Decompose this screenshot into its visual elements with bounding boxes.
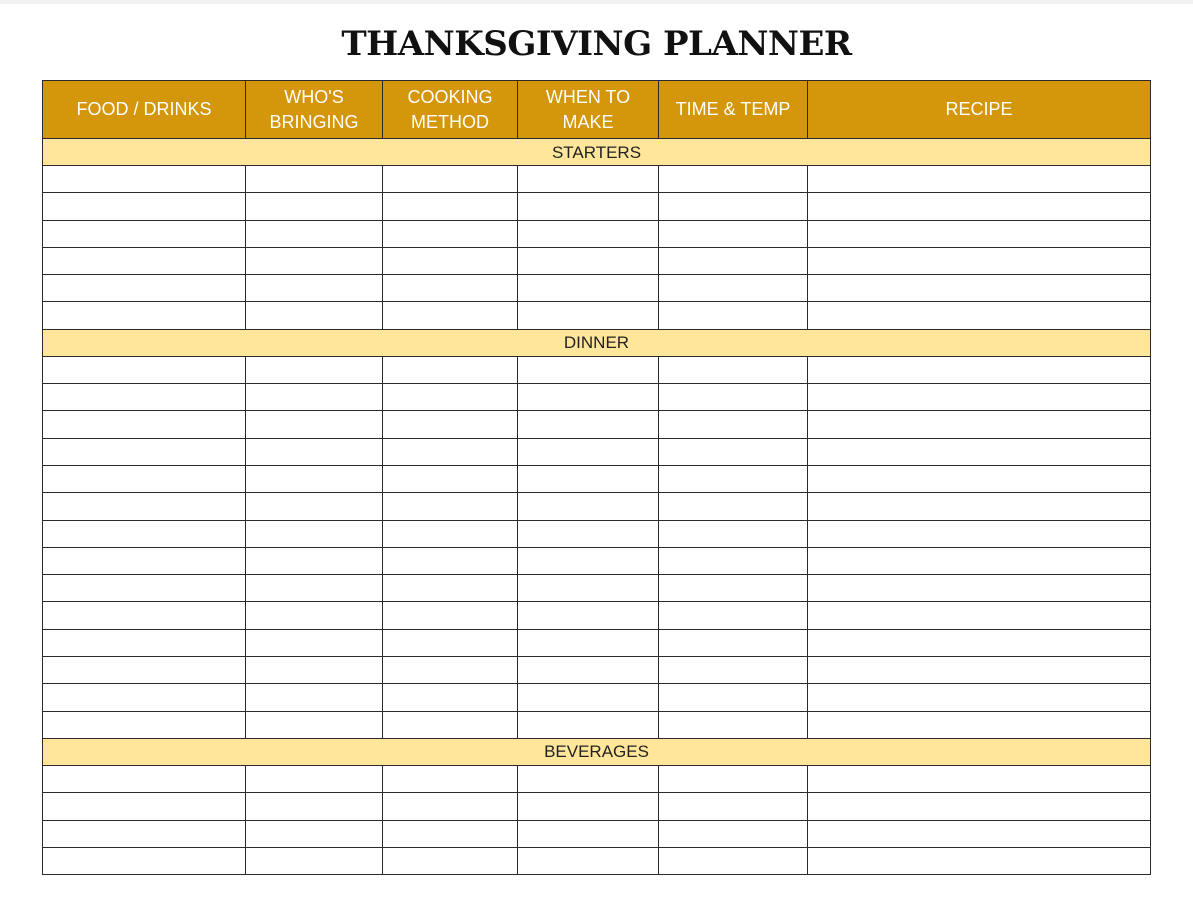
cell-when-to-make[interactable] [518, 820, 659, 847]
cell-time-temp[interactable] [659, 602, 808, 629]
cell-time-temp[interactable] [659, 220, 808, 247]
planner-body [43, 139, 1151, 875]
cell-food-drinks[interactable] [43, 356, 246, 383]
cell-recipe[interactable] [808, 602, 1151, 629]
cell-whos-bringing[interactable] [246, 302, 383, 329]
cell-food-drinks[interactable] [43, 465, 246, 492]
cell-recipe[interactable] [808, 684, 1151, 711]
cell-time-temp[interactable] [659, 493, 808, 520]
section-row-starters [43, 139, 1151, 166]
cell-cooking-method[interactable] [383, 765, 518, 792]
section-label: DINNER [43, 329, 1151, 356]
cell-recipe[interactable] [808, 711, 1151, 738]
cell-cooking-method[interactable] [383, 820, 518, 847]
cell-recipe[interactable] [808, 520, 1151, 547]
cell-whos-bringing[interactable] [246, 465, 383, 492]
cell-food-drinks[interactable] [43, 220, 246, 247]
cell-time-temp[interactable] [659, 575, 808, 602]
cell-recipe[interactable] [808, 465, 1151, 492]
table-row [43, 465, 1151, 492]
top-edge-bar [0, 0, 1193, 4]
cell-recipe[interactable] [808, 220, 1151, 247]
cell-whos-bringing[interactable] [246, 629, 383, 656]
cell-cooking-method[interactable] [383, 247, 518, 274]
cell-whos-bringing[interactable] [246, 166, 383, 193]
cell-food-drinks[interactable] [43, 765, 246, 792]
section-row-dinner [43, 329, 1151, 356]
cell-time-temp[interactable] [659, 711, 808, 738]
cell-whos-bringing[interactable] [246, 356, 383, 383]
cell-whos-bringing[interactable] [246, 438, 383, 465]
cell-when-to-make[interactable] [518, 465, 659, 492]
cell-food-drinks[interactable] [43, 166, 246, 193]
cell-cooking-method[interactable] [383, 193, 518, 220]
cell-recipe[interactable] [808, 438, 1151, 465]
cell-whos-bringing[interactable] [246, 220, 383, 247]
cell-when-to-make[interactable] [518, 247, 659, 274]
cell-whos-bringing[interactable] [246, 684, 383, 711]
table-row [43, 629, 1151, 656]
cell-food-drinks[interactable] [43, 247, 246, 274]
table-row [43, 602, 1151, 629]
cell-recipe[interactable] [808, 493, 1151, 520]
cell-recipe[interactable] [808, 793, 1151, 820]
cell-recipe[interactable] [808, 547, 1151, 574]
table-row [43, 166, 1151, 193]
cell-whos-bringing[interactable] [246, 847, 383, 874]
table-row [43, 220, 1151, 247]
cell-recipe[interactable] [808, 847, 1151, 874]
cell-time-temp[interactable] [659, 820, 808, 847]
table-row [43, 684, 1151, 711]
cell-time-temp[interactable] [659, 684, 808, 711]
cell-when-to-make[interactable] [518, 166, 659, 193]
cell-recipe[interactable] [808, 302, 1151, 329]
cell-food-drinks[interactable] [43, 602, 246, 629]
table-row [43, 438, 1151, 465]
cell-recipe[interactable] [808, 384, 1151, 411]
cell-food-drinks[interactable] [43, 493, 246, 520]
cell-when-to-make[interactable] [518, 847, 659, 874]
column-header-when-to-make: WHEN TO MAKE [518, 81, 659, 139]
table-row [43, 493, 1151, 520]
cell-cooking-method[interactable] [383, 657, 518, 684]
cell-recipe[interactable] [808, 629, 1151, 656]
table-row [43, 302, 1151, 329]
cell-whos-bringing[interactable] [246, 193, 383, 220]
cell-recipe[interactable] [808, 820, 1151, 847]
section-row-beverages [43, 738, 1151, 765]
cell-when-to-make[interactable] [518, 220, 659, 247]
cell-food-drinks[interactable] [43, 438, 246, 465]
cell-whos-bringing[interactable] [246, 384, 383, 411]
cell-time-temp[interactable] [659, 629, 808, 656]
page-title: THANKSGIVING PLANNER [341, 24, 852, 64]
cell-cooking-method[interactable] [383, 302, 518, 329]
cell-cooking-method[interactable] [383, 356, 518, 383]
cell-food-drinks[interactable] [43, 384, 246, 411]
cell-recipe[interactable] [808, 657, 1151, 684]
cell-food-drinks[interactable] [43, 629, 246, 656]
cell-food-drinks[interactable] [43, 793, 246, 820]
cell-cooking-method[interactable] [383, 520, 518, 547]
column-header-cooking-method: COOKING METHOD [383, 81, 518, 139]
cell-time-temp[interactable] [659, 275, 808, 302]
table-row [43, 275, 1151, 302]
column-header-recipe: RECIPE [808, 81, 1151, 139]
cell-time-temp[interactable] [659, 765, 808, 792]
cell-recipe[interactable] [808, 275, 1151, 302]
cell-whos-bringing[interactable] [246, 247, 383, 274]
table-row [43, 711, 1151, 738]
cell-time-temp[interactable] [659, 166, 808, 193]
cell-recipe[interactable] [808, 575, 1151, 602]
table-row [43, 411, 1151, 438]
cell-when-to-make[interactable] [518, 438, 659, 465]
cell-cooking-method[interactable] [383, 711, 518, 738]
table-row [43, 820, 1151, 847]
cell-when-to-make[interactable] [518, 602, 659, 629]
table-row [43, 765, 1151, 792]
header-row [43, 81, 1151, 139]
cell-when-to-make[interactable] [518, 411, 659, 438]
table-row [43, 657, 1151, 684]
table-row [43, 384, 1151, 411]
cell-when-to-make[interactable] [518, 793, 659, 820]
cell-time-temp[interactable] [659, 520, 808, 547]
cell-whos-bringing[interactable] [246, 820, 383, 847]
cell-when-to-make[interactable] [518, 765, 659, 792]
column-header-food-drinks: FOOD / DRINKS [43, 81, 246, 139]
cell-when-to-make[interactable] [518, 356, 659, 383]
table-row [43, 547, 1151, 574]
cell-time-temp[interactable] [659, 547, 808, 574]
cell-food-drinks[interactable] [43, 711, 246, 738]
cell-food-drinks[interactable] [43, 520, 246, 547]
cell-whos-bringing[interactable] [246, 657, 383, 684]
cell-time-temp[interactable] [659, 384, 808, 411]
table-row [43, 193, 1151, 220]
cell-food-drinks[interactable] [43, 657, 246, 684]
cell-when-to-make[interactable] [518, 493, 659, 520]
cell-recipe[interactable] [808, 166, 1151, 193]
cell-cooking-method[interactable] [383, 847, 518, 874]
cell-food-drinks[interactable] [43, 302, 246, 329]
cell-time-temp[interactable] [659, 247, 808, 274]
table-row [43, 847, 1151, 874]
cell-time-temp[interactable] [659, 302, 808, 329]
cell-when-to-make[interactable] [518, 657, 659, 684]
cell-time-temp[interactable] [659, 193, 808, 220]
cell-whos-bringing[interactable] [246, 575, 383, 602]
cell-when-to-make[interactable] [518, 684, 659, 711]
cell-when-to-make[interactable] [518, 547, 659, 574]
cell-cooking-method[interactable] [383, 384, 518, 411]
cell-time-temp[interactable] [659, 438, 808, 465]
cell-cooking-method[interactable] [383, 684, 518, 711]
cell-cooking-method[interactable] [383, 220, 518, 247]
table-row [43, 575, 1151, 602]
cell-time-temp[interactable] [659, 657, 808, 684]
planner-table [42, 80, 1151, 875]
cell-when-to-make[interactable] [518, 302, 659, 329]
cell-recipe[interactable] [808, 247, 1151, 274]
cell-cooking-method[interactable] [383, 438, 518, 465]
cell-food-drinks[interactable] [43, 275, 246, 302]
cell-when-to-make[interactable] [518, 193, 659, 220]
cell-when-to-make[interactable] [518, 520, 659, 547]
cell-cooking-method[interactable] [383, 629, 518, 656]
cell-when-to-make[interactable] [518, 711, 659, 738]
cell-whos-bringing[interactable] [246, 602, 383, 629]
table-row [43, 520, 1151, 547]
cell-time-temp[interactable] [659, 465, 808, 492]
cell-food-drinks[interactable] [43, 547, 246, 574]
cell-cooking-method[interactable] [383, 411, 518, 438]
cell-food-drinks[interactable] [43, 847, 246, 874]
cell-food-drinks[interactable] [43, 411, 246, 438]
cell-recipe[interactable] [808, 356, 1151, 383]
cell-cooking-method[interactable] [383, 493, 518, 520]
cell-food-drinks[interactable] [43, 684, 246, 711]
cell-whos-bringing[interactable] [246, 765, 383, 792]
cell-when-to-make[interactable] [518, 575, 659, 602]
cell-food-drinks[interactable] [43, 575, 246, 602]
cell-cooking-method[interactable] [383, 465, 518, 492]
cell-when-to-make[interactable] [518, 629, 659, 656]
cell-whos-bringing[interactable] [246, 411, 383, 438]
cell-time-temp[interactable] [659, 793, 808, 820]
column-header-time-temp: TIME & TEMP [659, 81, 808, 139]
cell-whos-bringing[interactable] [246, 793, 383, 820]
cell-cooking-method[interactable] [383, 793, 518, 820]
cell-whos-bringing[interactable] [246, 275, 383, 302]
cell-whos-bringing[interactable] [246, 711, 383, 738]
cell-cooking-method[interactable] [383, 166, 518, 193]
table-row [43, 793, 1151, 820]
section-label: BEVERAGES [43, 738, 1151, 765]
cell-food-drinks[interactable] [43, 193, 246, 220]
cell-cooking-method[interactable] [383, 547, 518, 574]
cell-recipe[interactable] [808, 765, 1151, 792]
cell-whos-bringing[interactable] [246, 520, 383, 547]
cell-whos-bringing[interactable] [246, 493, 383, 520]
column-header-whos-bringing: WHO'S BRINGING [246, 81, 383, 139]
cell-cooking-method[interactable] [383, 575, 518, 602]
cell-when-to-make[interactable] [518, 275, 659, 302]
cell-food-drinks[interactable] [43, 820, 246, 847]
table-row [43, 247, 1151, 274]
cell-cooking-method[interactable] [383, 275, 518, 302]
cell-whos-bringing[interactable] [246, 547, 383, 574]
cell-cooking-method[interactable] [383, 602, 518, 629]
cell-recipe[interactable] [808, 193, 1151, 220]
cell-when-to-make[interactable] [518, 384, 659, 411]
cell-recipe[interactable] [808, 411, 1151, 438]
cell-time-temp[interactable] [659, 847, 808, 874]
cell-time-temp[interactable] [659, 356, 808, 383]
cell-time-temp[interactable] [659, 411, 808, 438]
table-row [43, 356, 1151, 383]
section-label: STARTERS [43, 139, 1151, 166]
